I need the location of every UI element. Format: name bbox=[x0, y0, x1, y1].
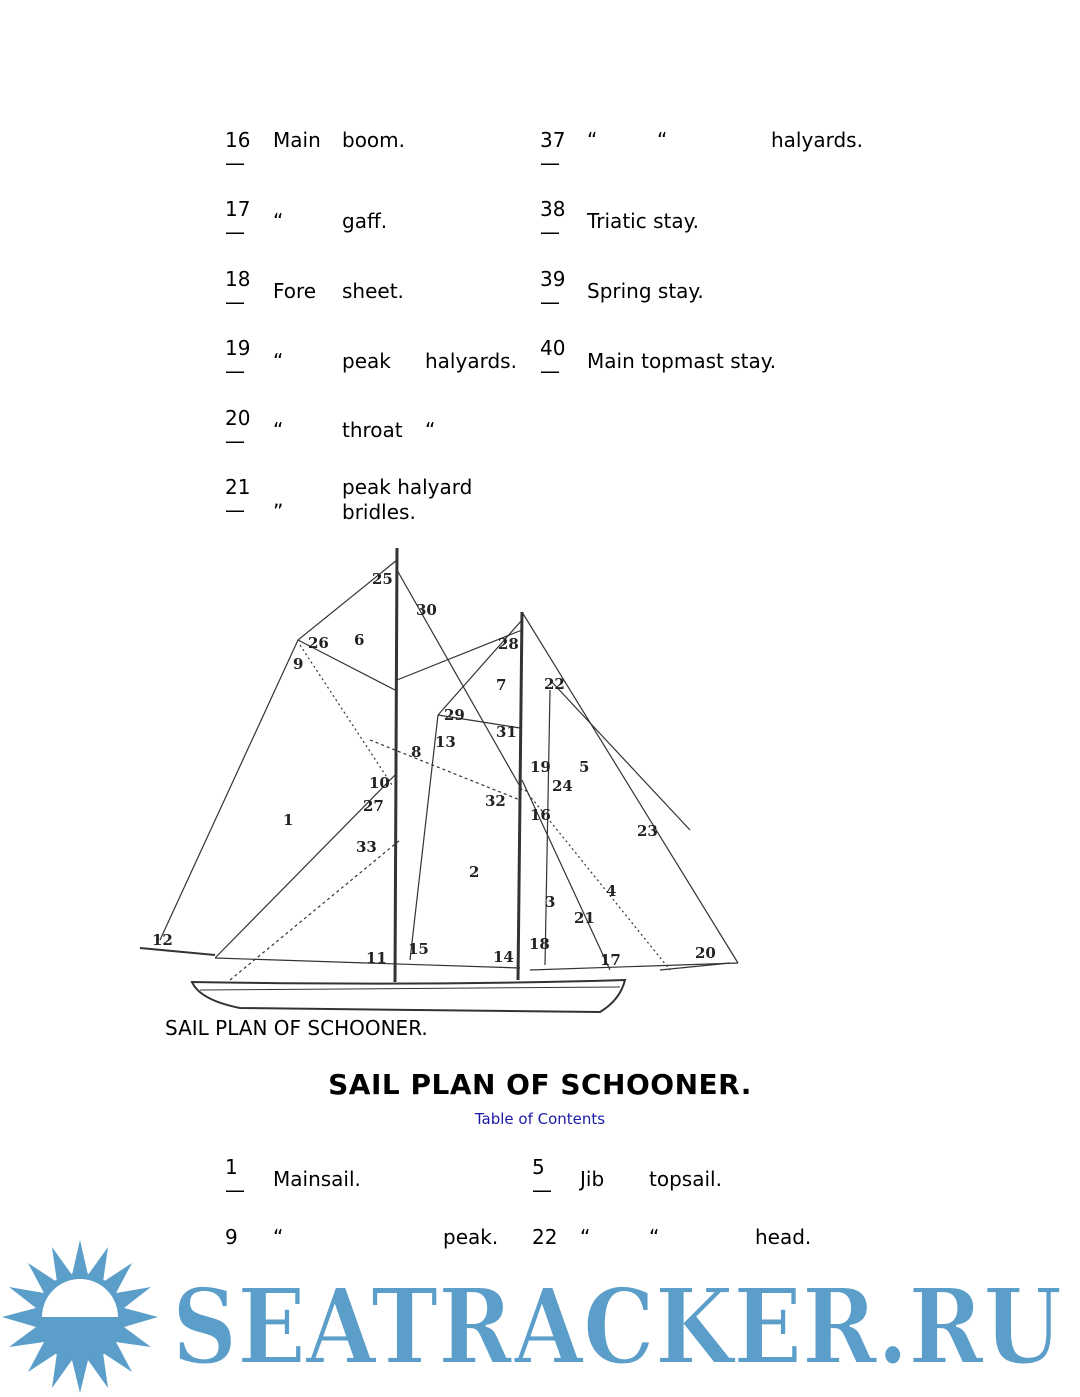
legend-number: 16 — bbox=[225, 128, 251, 175]
figure-label: 6 bbox=[354, 631, 365, 649]
legend-word: Mainsail. bbox=[273, 1167, 361, 1191]
figure-caption: SAIL PLAN OF SCHOONER. bbox=[165, 1016, 428, 1040]
figure-label: 10 bbox=[369, 774, 390, 792]
legend-word: “ bbox=[273, 1225, 284, 1249]
legend-number: 22 bbox=[532, 1225, 558, 1249]
figure-label: 21 bbox=[574, 909, 595, 927]
figure-label: 9 bbox=[293, 655, 304, 673]
legend-word: peak halyard bbox=[342, 475, 473, 499]
figure-label: 1 bbox=[283, 811, 294, 829]
legend-word: “ bbox=[273, 349, 284, 373]
legend-word: “ bbox=[587, 128, 598, 152]
legend-number: 21 — bbox=[225, 475, 251, 522]
legend-number: 5 — bbox=[532, 1155, 552, 1202]
table-of-contents-link[interactable]: Table of Contents bbox=[474, 1110, 606, 1128]
figure-label: 7 bbox=[496, 676, 507, 694]
figure-label: 15 bbox=[408, 940, 429, 958]
watermark-text: SEATRACKER.RU bbox=[172, 1265, 1062, 1388]
legend-number: 19 — bbox=[225, 336, 251, 383]
legend-word: boom. bbox=[342, 128, 406, 152]
legend-word: Spring stay. bbox=[587, 279, 704, 303]
legend-word: topsail. bbox=[649, 1167, 722, 1191]
legend-number: 40 — bbox=[540, 336, 566, 383]
figure-label: 18 bbox=[529, 935, 550, 953]
legend-word: „ bbox=[273, 487, 284, 511]
legend-number: 9 bbox=[225, 1225, 238, 1249]
figure-label: 19 bbox=[530, 758, 551, 776]
figure-label: 26 bbox=[308, 634, 329, 652]
legend-number: 17 — bbox=[225, 197, 251, 244]
legend-word: Triatic stay. bbox=[587, 209, 699, 233]
legend-word: throat bbox=[342, 418, 403, 442]
legend-word: “ bbox=[580, 1225, 591, 1249]
legend-word: Main bbox=[273, 128, 321, 152]
legend-number: 20 — bbox=[225, 406, 251, 453]
legend-number: 38 — bbox=[540, 197, 566, 244]
figure-label: 16 bbox=[530, 806, 551, 824]
figure-label: 2 bbox=[469, 863, 480, 881]
figure-label: 25 bbox=[372, 570, 393, 588]
legend-word: “ bbox=[273, 418, 284, 442]
legend-word: halyards. bbox=[771, 128, 863, 152]
figure-label: 22 bbox=[544, 675, 565, 693]
legend-word: “ bbox=[657, 128, 668, 152]
legend-word: sheet. bbox=[342, 279, 404, 303]
legend-word: Main topmast stay. bbox=[587, 349, 777, 373]
figure-label: 24 bbox=[552, 777, 573, 795]
figure-label: 3 bbox=[545, 893, 556, 911]
rigging-lines bbox=[140, 548, 738, 1012]
seatracker-watermark bbox=[0, 1235, 1080, 1395]
legend-word: “ bbox=[649, 1225, 660, 1249]
legend-word: “ bbox=[425, 418, 436, 442]
legend-word: Fore bbox=[273, 279, 317, 303]
figure-label: 14 bbox=[493, 948, 514, 966]
legend-word: halyards. bbox=[425, 349, 517, 373]
figure-label: 12 bbox=[152, 931, 173, 949]
figure-label: 23 bbox=[637, 822, 658, 840]
legend-number: 37 — bbox=[540, 128, 566, 175]
figure-label: 20 bbox=[695, 944, 716, 962]
figure-label: 4 bbox=[606, 882, 617, 900]
legend-number: 18 — bbox=[225, 267, 251, 314]
legend-word: bridles. bbox=[342, 500, 416, 524]
figure-label: 5 bbox=[579, 758, 590, 776]
legend-word: gaff. bbox=[342, 209, 388, 233]
legend-number: 1 — bbox=[225, 1155, 245, 1202]
legend-word: head. bbox=[755, 1225, 812, 1249]
legend-word: peak. bbox=[443, 1225, 499, 1249]
figure-label: 13 bbox=[435, 733, 456, 751]
figure-label: 33 bbox=[356, 838, 377, 856]
figure-label: 29 bbox=[444, 706, 465, 724]
legend-word: Jib bbox=[580, 1167, 605, 1191]
figure-label: 27 bbox=[363, 797, 384, 815]
legend-word: “ bbox=[273, 209, 284, 233]
figure-label: 8 bbox=[411, 743, 422, 761]
figure-label: 31 bbox=[496, 723, 517, 741]
figure-label: 30 bbox=[416, 601, 437, 619]
sun-logo-icon bbox=[2, 1240, 158, 1393]
figure-label: 32 bbox=[485, 792, 506, 810]
legend-word: peak bbox=[342, 349, 391, 373]
schooner-sail-plan-figure bbox=[130, 540, 750, 1020]
legend-number: 39 — bbox=[540, 267, 566, 314]
figure-labels bbox=[152, 570, 716, 969]
figure-label: 28 bbox=[498, 635, 519, 653]
section-title: SAIL PLAN OF SCHOONER. bbox=[328, 1068, 752, 1101]
figure-label: 17 bbox=[600, 951, 621, 969]
figure-label: 11 bbox=[366, 949, 387, 967]
